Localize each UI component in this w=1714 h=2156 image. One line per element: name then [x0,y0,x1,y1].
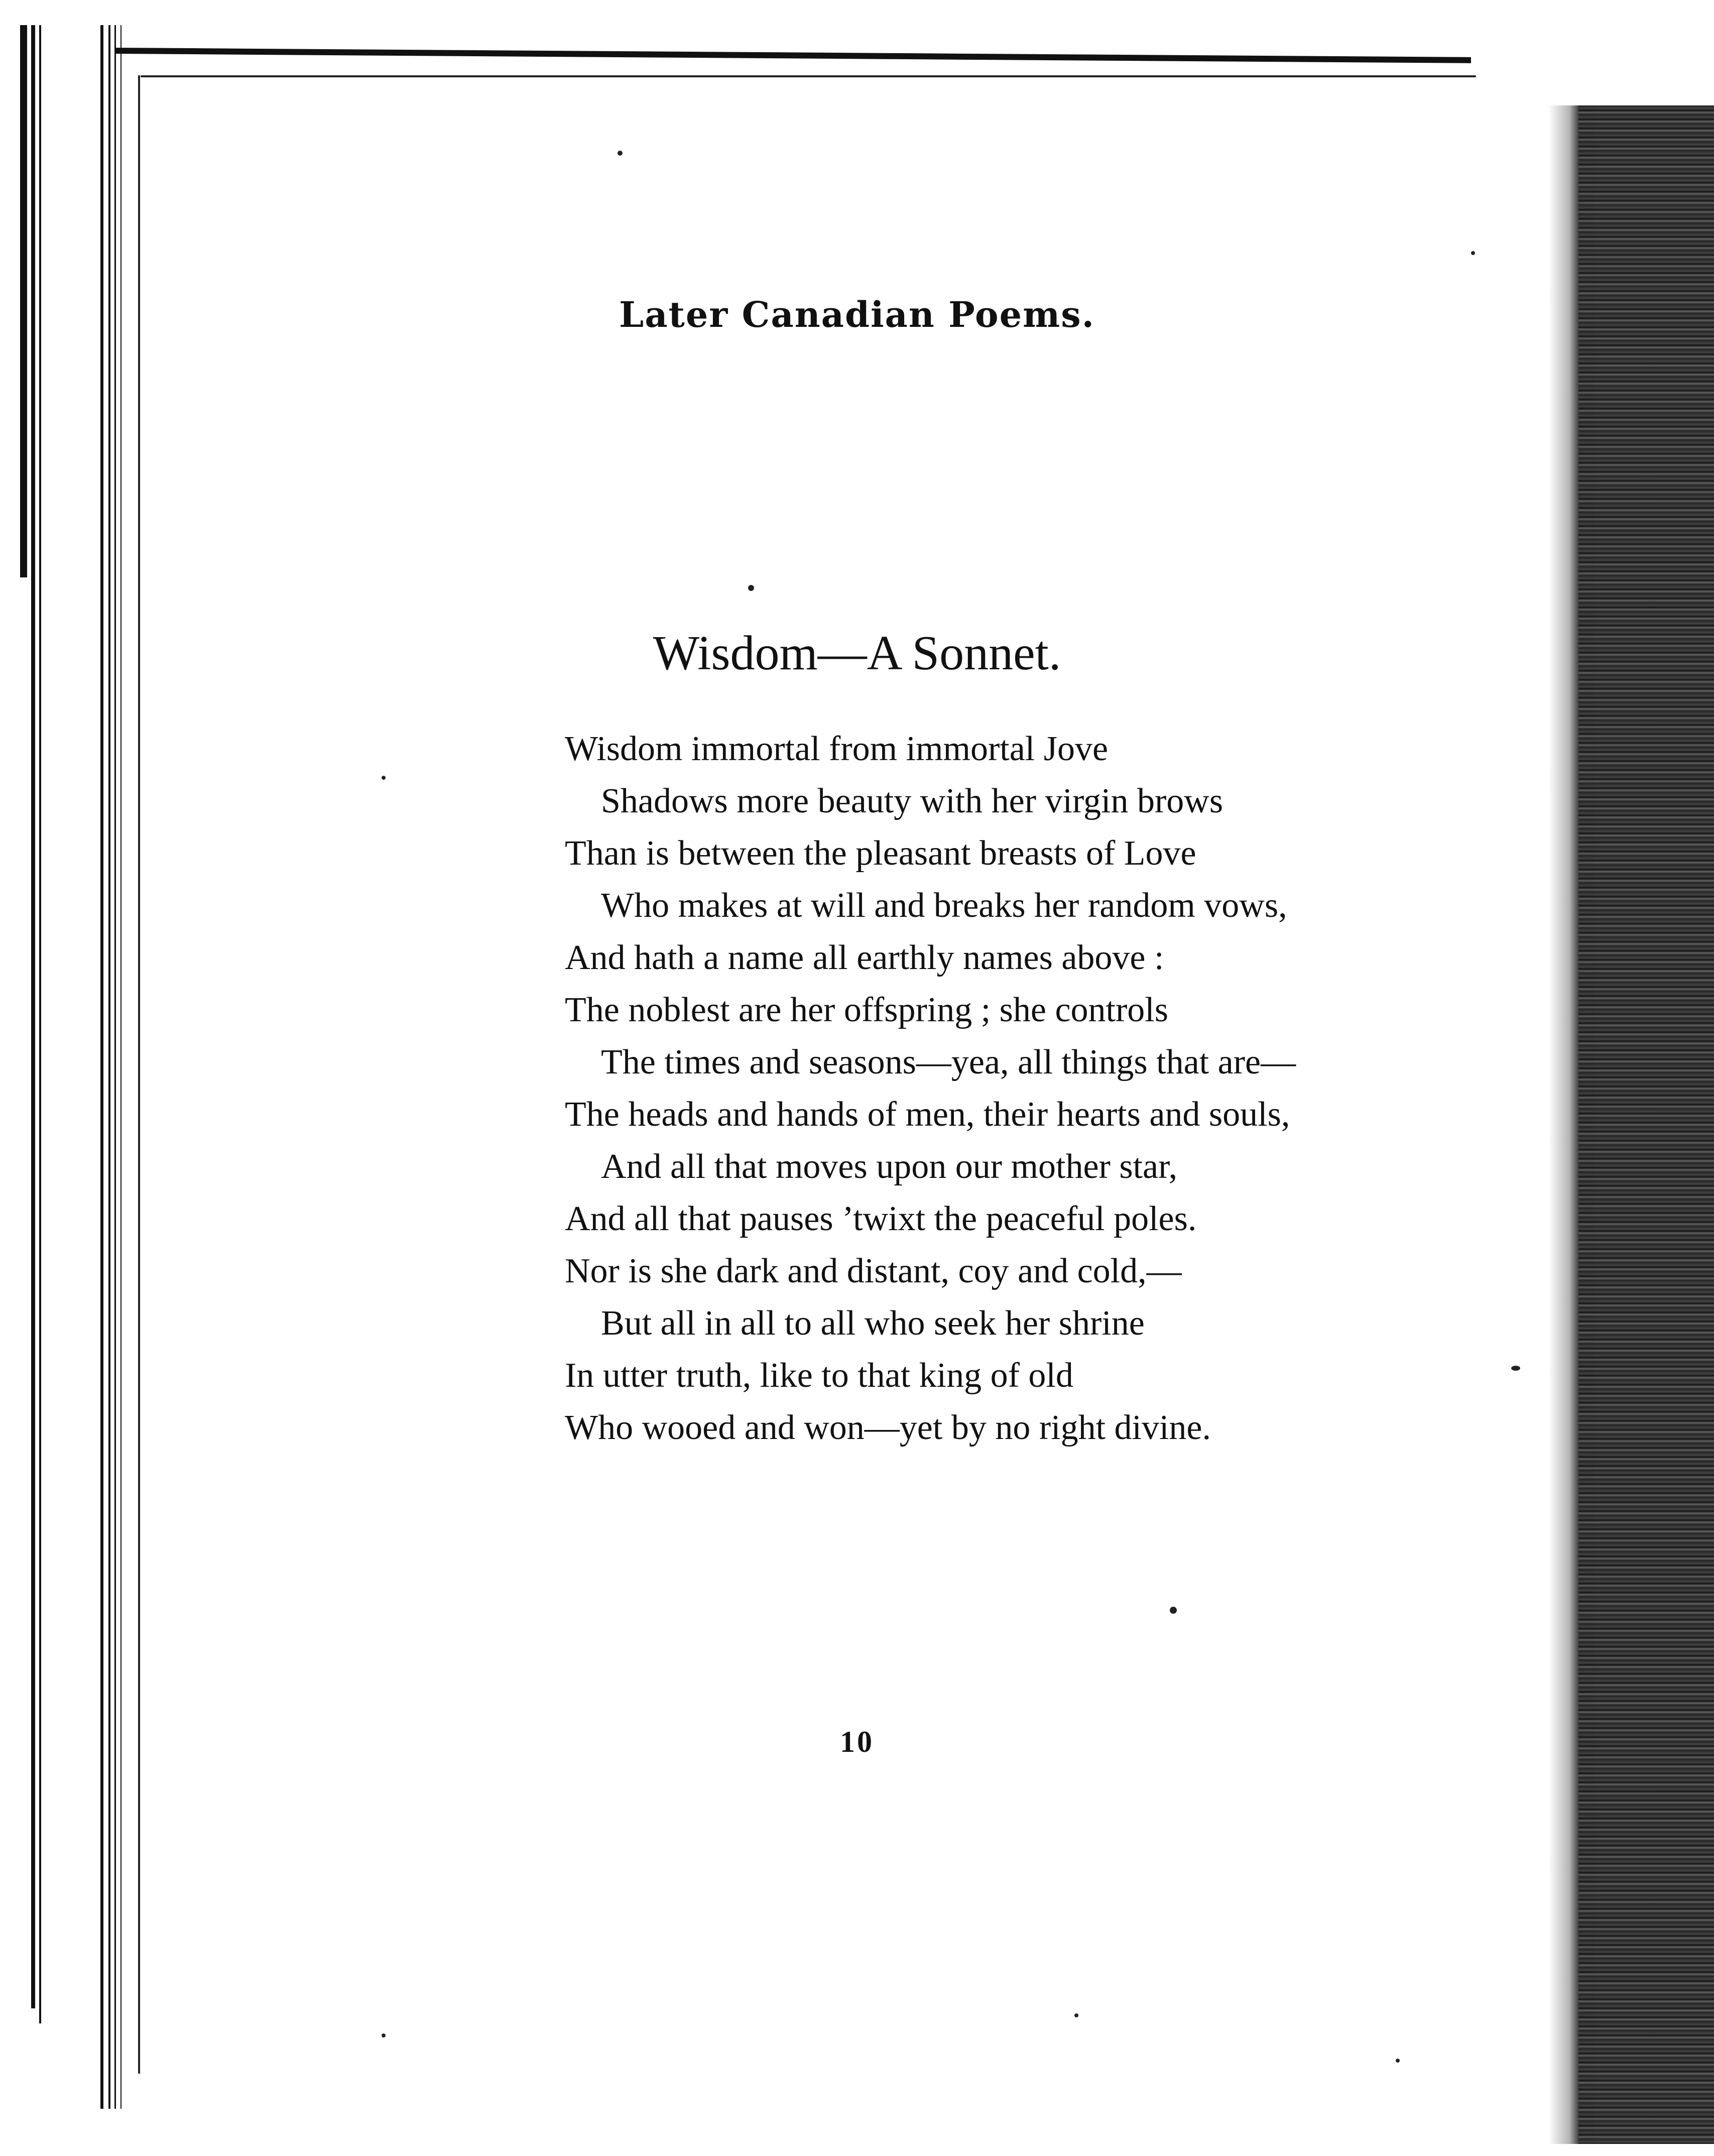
left-border-rule [138,75,140,2074]
page-number: 10 [840,1725,874,1758]
inner-border-rule [141,75,1476,77]
poem-line: Than is between the pleasant breasts of Love [565,834,1196,873]
scan-speck [382,776,386,780]
poem-line: But all in all to all who seek her shrine [601,1304,1145,1343]
scan-speck [382,2033,386,2038]
scan-speck [618,151,623,156]
scan-speck [1471,251,1475,255]
poem-line: And all that moves upon our mother star, [601,1147,1178,1186]
poem-line: The heads and hands of men, their hearts and souls, [565,1095,1290,1134]
page-edge-shadow [1578,105,1714,2144]
scan-speck [1396,2059,1400,2063]
top-border-rule [115,48,1471,63]
binding-edge [20,25,151,2134]
poem-line: And all that pauses ’twixt the peaceful poles. [565,1200,1197,1238]
poem-body [565,723,1468,1454]
poem-line: And hath a name all earthly names above : [565,938,1164,977]
poem-line: Wisdom immortal from immortal Jove [565,730,1109,768]
poem-line: Nor is she dark and distant, coy and cold,— [565,1252,1182,1290]
scan-speck [1511,1366,1520,1371]
poem-line: Who makes at will and breaks her random vows, [601,886,1287,925]
scan-speck [748,585,754,591]
poem-line: Who wooed and won—yet by no right divine. [565,1408,1211,1447]
scan-speck [1170,1607,1177,1614]
poem-title: Wisdom—A Sonnet. [653,626,1061,680]
scan-speck [1074,2013,1078,2017]
running-head: Later Canadian Poems. [619,294,1095,335]
poem-line: Shadows more beauty with her virgin brows [601,782,1223,820]
poem-line: The times and seasons—yea, all things that are— [601,1043,1296,1082]
poem-line: The noblest are her offspring ; she controls [565,991,1168,1029]
poem-line: In utter truth, like to that king of old [565,1356,1073,1395]
